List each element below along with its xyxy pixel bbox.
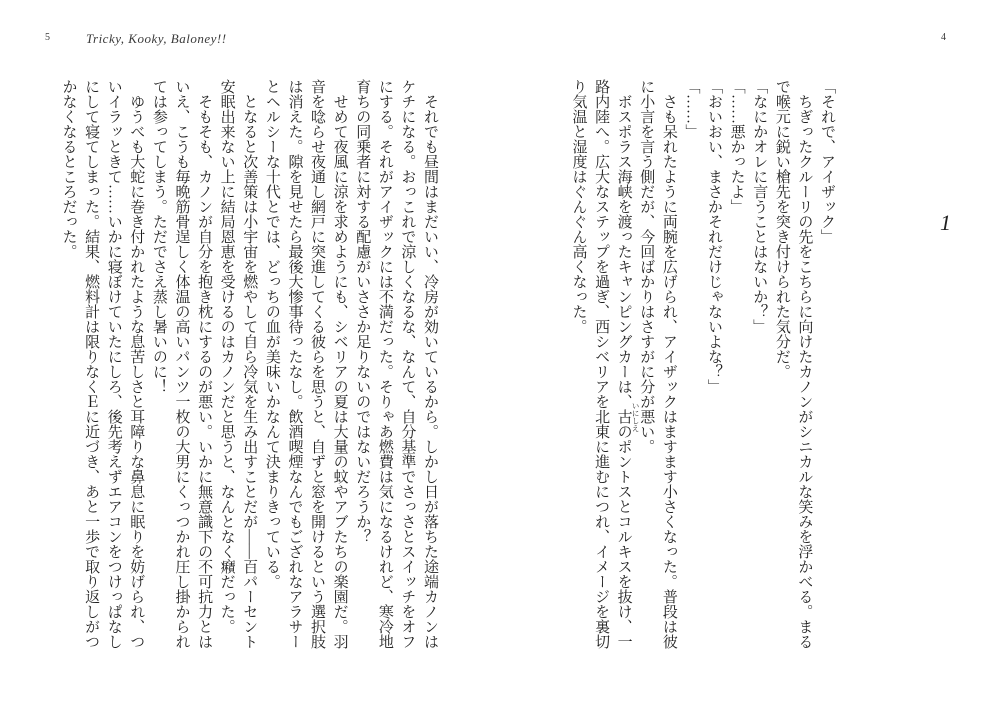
text-line: さも呆れたように両腕を広げられ、アイザックはますます小さくなった。普段は彼 [660,79,677,649]
running-title: Tricky, Kooky, Baloney!! [86,31,227,46]
text-line: ちぎったクルーリの先をこちらに向けたカノンがシニカルな笑みを浮かべる。まる [796,79,813,649]
text-line [612,79,641,659]
text-line: にして寝てしまった。結果、燃料計は限りなくＥに近づき、あと一歩で取り返しがつ [83,79,100,649]
text-segment: のポントスとコルキスを抜け、一 [615,424,632,649]
ruby-base: 古 [615,409,632,424]
text-line: ゆうべも大蛇に巻き付かれたような息苦しさと耳障りな鼻息に眠りを妨げられ、つ [128,79,145,649]
text-line: で喉元に鋭い槍先を突き付けられた気分だ。 [773,79,790,379]
text-line: そもそも、カノンが自分を抱き枕にするのが悪い。いかに無意識下の不可抗力とは [196,79,213,649]
text-line: 「おいおい、まさかそれだけじゃないよな？」 [706,79,723,394]
text-line: となると次善策は小宇宙を燃やして自ら冷気を生み出すことだが――百パーセント [241,79,258,649]
text-line: それでも昼間はまだいい、冷房が効いているから。しかし日が落ちた途端カノンは [422,79,438,649]
text-line: せめて夜風に涼を求めようにも、シベリアの夏は大量の蚊やアブたちの楽園だ。羽 [331,79,348,649]
text-line: ては参ってしまう。ただでさえ蒸し暑いのに！ [150,79,167,394]
page-number-left: 5 [45,32,50,43]
text-line: は消えた。隙を見せたら最後大惨事待ったなし。飲酒喫煙なんでもござれなアラサー [286,79,303,649]
text-line: とヘルシーな十代とでは、どっちの血が美味いかなんて決まりきっている。 [263,79,280,589]
left-page-body [57,79,441,659]
right-page [498,0,997,703]
text-line: 路内陸へ。広大なステップを過ぎ、西シベリアを北東に進むにつれ、イメージを裏切 [593,79,610,649]
text-line: かなくなるところだった。 [60,79,77,259]
text-line: いえ、こうも毎晩筋骨逞しく体温の高いパンツ一枚の大男にくっつかれ圧し掛かられ [173,79,190,649]
right-page-body [567,79,838,659]
text-line: に小言を言う側だが、今回ばかりはさすがに分が悪い。 [638,79,655,454]
text-line: 育ちの同乗者に対する配慮がいささか足りないのではないだろうか？ [354,79,371,544]
ruby-annotated-word [615,401,641,432]
text-line: にする。それがアイザックには不満だった。そりゃあ燃費は気になるけれど、寒冷地 [376,79,393,649]
text-line: 「なにかオレに言うことはないか？」 [751,79,768,334]
ruby-text: いにしえ [631,401,641,432]
text-line: 「……悪かったよ」 [728,79,745,214]
text-line: 音を唸らせ夜通し網戸に突進してくる彼らを思うと、自ずと窓を開けるという選択肢 [309,79,326,649]
text-line: 安眠出来ない上に結局恩恵を受けるのはカノンだと思うと、なんとなく癪だった。 [218,79,235,634]
text-line: り気温と湿度はぐんぐん高くなった。 [570,79,587,334]
page-number-right: 4 [941,32,946,43]
text-line: 「それで、アイザック」 [819,79,835,244]
chapter-number: 1 [940,210,951,235]
left-page [0,0,498,703]
text-segment: ボスポラス海峡を渡ったキャンピングカーは、 [615,79,632,409]
text-line: 「……」 [683,79,700,139]
text-line: いイラッときて……いかに寝ぼけていたにしろ、後先考えずエアコンをつけっぱなし [105,79,122,649]
text-line: ケチになる。おっこれで涼しくなるな、なんて、自分基準でさっさとスイッチをオフ [399,79,416,649]
